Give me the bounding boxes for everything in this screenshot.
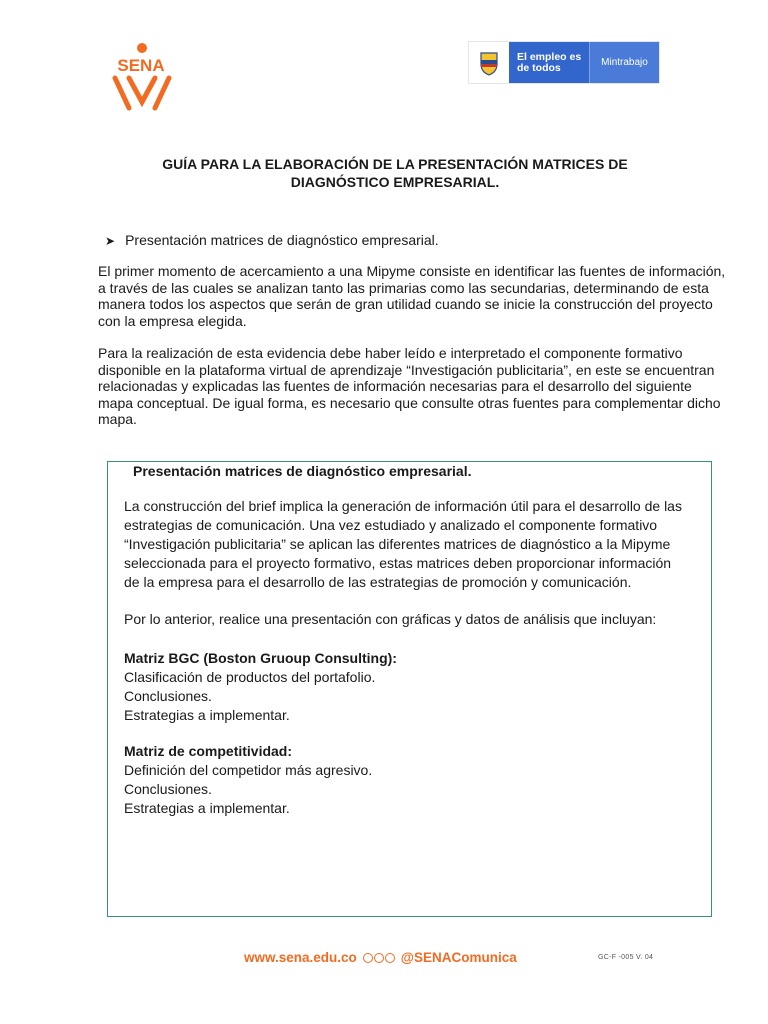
title-line-1: GUÍA PARA LA ELABORACIÓN DE LA PRESENTACIÓN MATRICES DE (162, 156, 628, 172)
page-title (100, 155, 690, 191)
list-item: Conclusiones. (124, 781, 212, 797)
bgc-heading: Matriz BGC (Boston Gruoup Consulting): (124, 650, 397, 666)
competitividad-section (124, 742, 684, 818)
list-item: Definición del competidor más agresivo. (124, 762, 373, 778)
paragraph-evidence: Para la realización de esta evidencia debe haber leído e interpretado el componente formativo disponible en la plataforma virtual de aprendizaje “Investigación publicitaria”, en este se encuentran relacionadas y explicadas las fuentes de información necesarias para el desarrollo del siguiente mapa conceptual. De igual forma, es necesario que consulte otras fuentes para complementar dicho mapa. (98, 345, 721, 427)
social-handle-link[interactable]: @SENAComunica (400, 950, 517, 965)
list-item: Clasificación de productos del portafolio. (124, 669, 376, 685)
box-instruction: Por lo anterior, realice una presentación con gráficas y datos de análisis que incluyan: (124, 611, 657, 627)
colombia-shield-icon (469, 42, 509, 83)
paragraph-intro: El primer momento de acercamiento a una Mipyme consiste en identificar las fuentes de información, a través de las cuales se analizan tanto las primarias como las secundarias, determinando de esta manera todos los aspectos que serán de gran utilidad cuando se inicie la construcción del proyecto con la empresa elegida. (98, 263, 726, 329)
list-item: Estrategias a implementar. (124, 800, 290, 816)
document-code: GC-F -005 V. 04 (598, 954, 654, 961)
box-heading: Presentación matrices de diagnóstico empresarial. (133, 463, 472, 479)
footer-contact (244, 950, 517, 965)
gov-banner-ministry: Mintrabajo (589, 42, 659, 83)
list-item: Conclusiones. (124, 688, 212, 704)
sena-logo-text: SENA (117, 56, 165, 75)
website-link[interactable]: www.sena.edu.co (244, 950, 357, 965)
competitividad-heading: Matriz de competitividad: (124, 743, 293, 759)
arrow-bullet-icon: ➤ (105, 234, 116, 248)
bgc-section (124, 649, 684, 725)
title-line-2: DIAGNÓSTICO EMPRESARIAL. (290, 174, 500, 190)
sena-logo (105, 42, 177, 114)
list-item: Estrategias a implementar. (124, 707, 290, 723)
gov-banner-slogan: El empleo es de todos (509, 42, 589, 83)
box-intro: La construcción del brief implica la generación de información útil para el desarrollo de las estrategias de comunicación. Una vez estudiado y analizado el componente formativo “Investigación publicitaria” se aplican las diferentes matrices de diagnóstico a la Mipyme seleccionada para el proyecto formativo, estas matrices deben proporcionar información de la empresa para el desarrollo de las estrategias de promoción y comunicación. (124, 498, 682, 590)
bullet-text: Presentación matrices de diagnóstico empresarial. (125, 232, 439, 248)
creative-commons-icon (363, 953, 395, 963)
bullet-item (105, 232, 439, 250)
gov-banner (468, 41, 660, 84)
